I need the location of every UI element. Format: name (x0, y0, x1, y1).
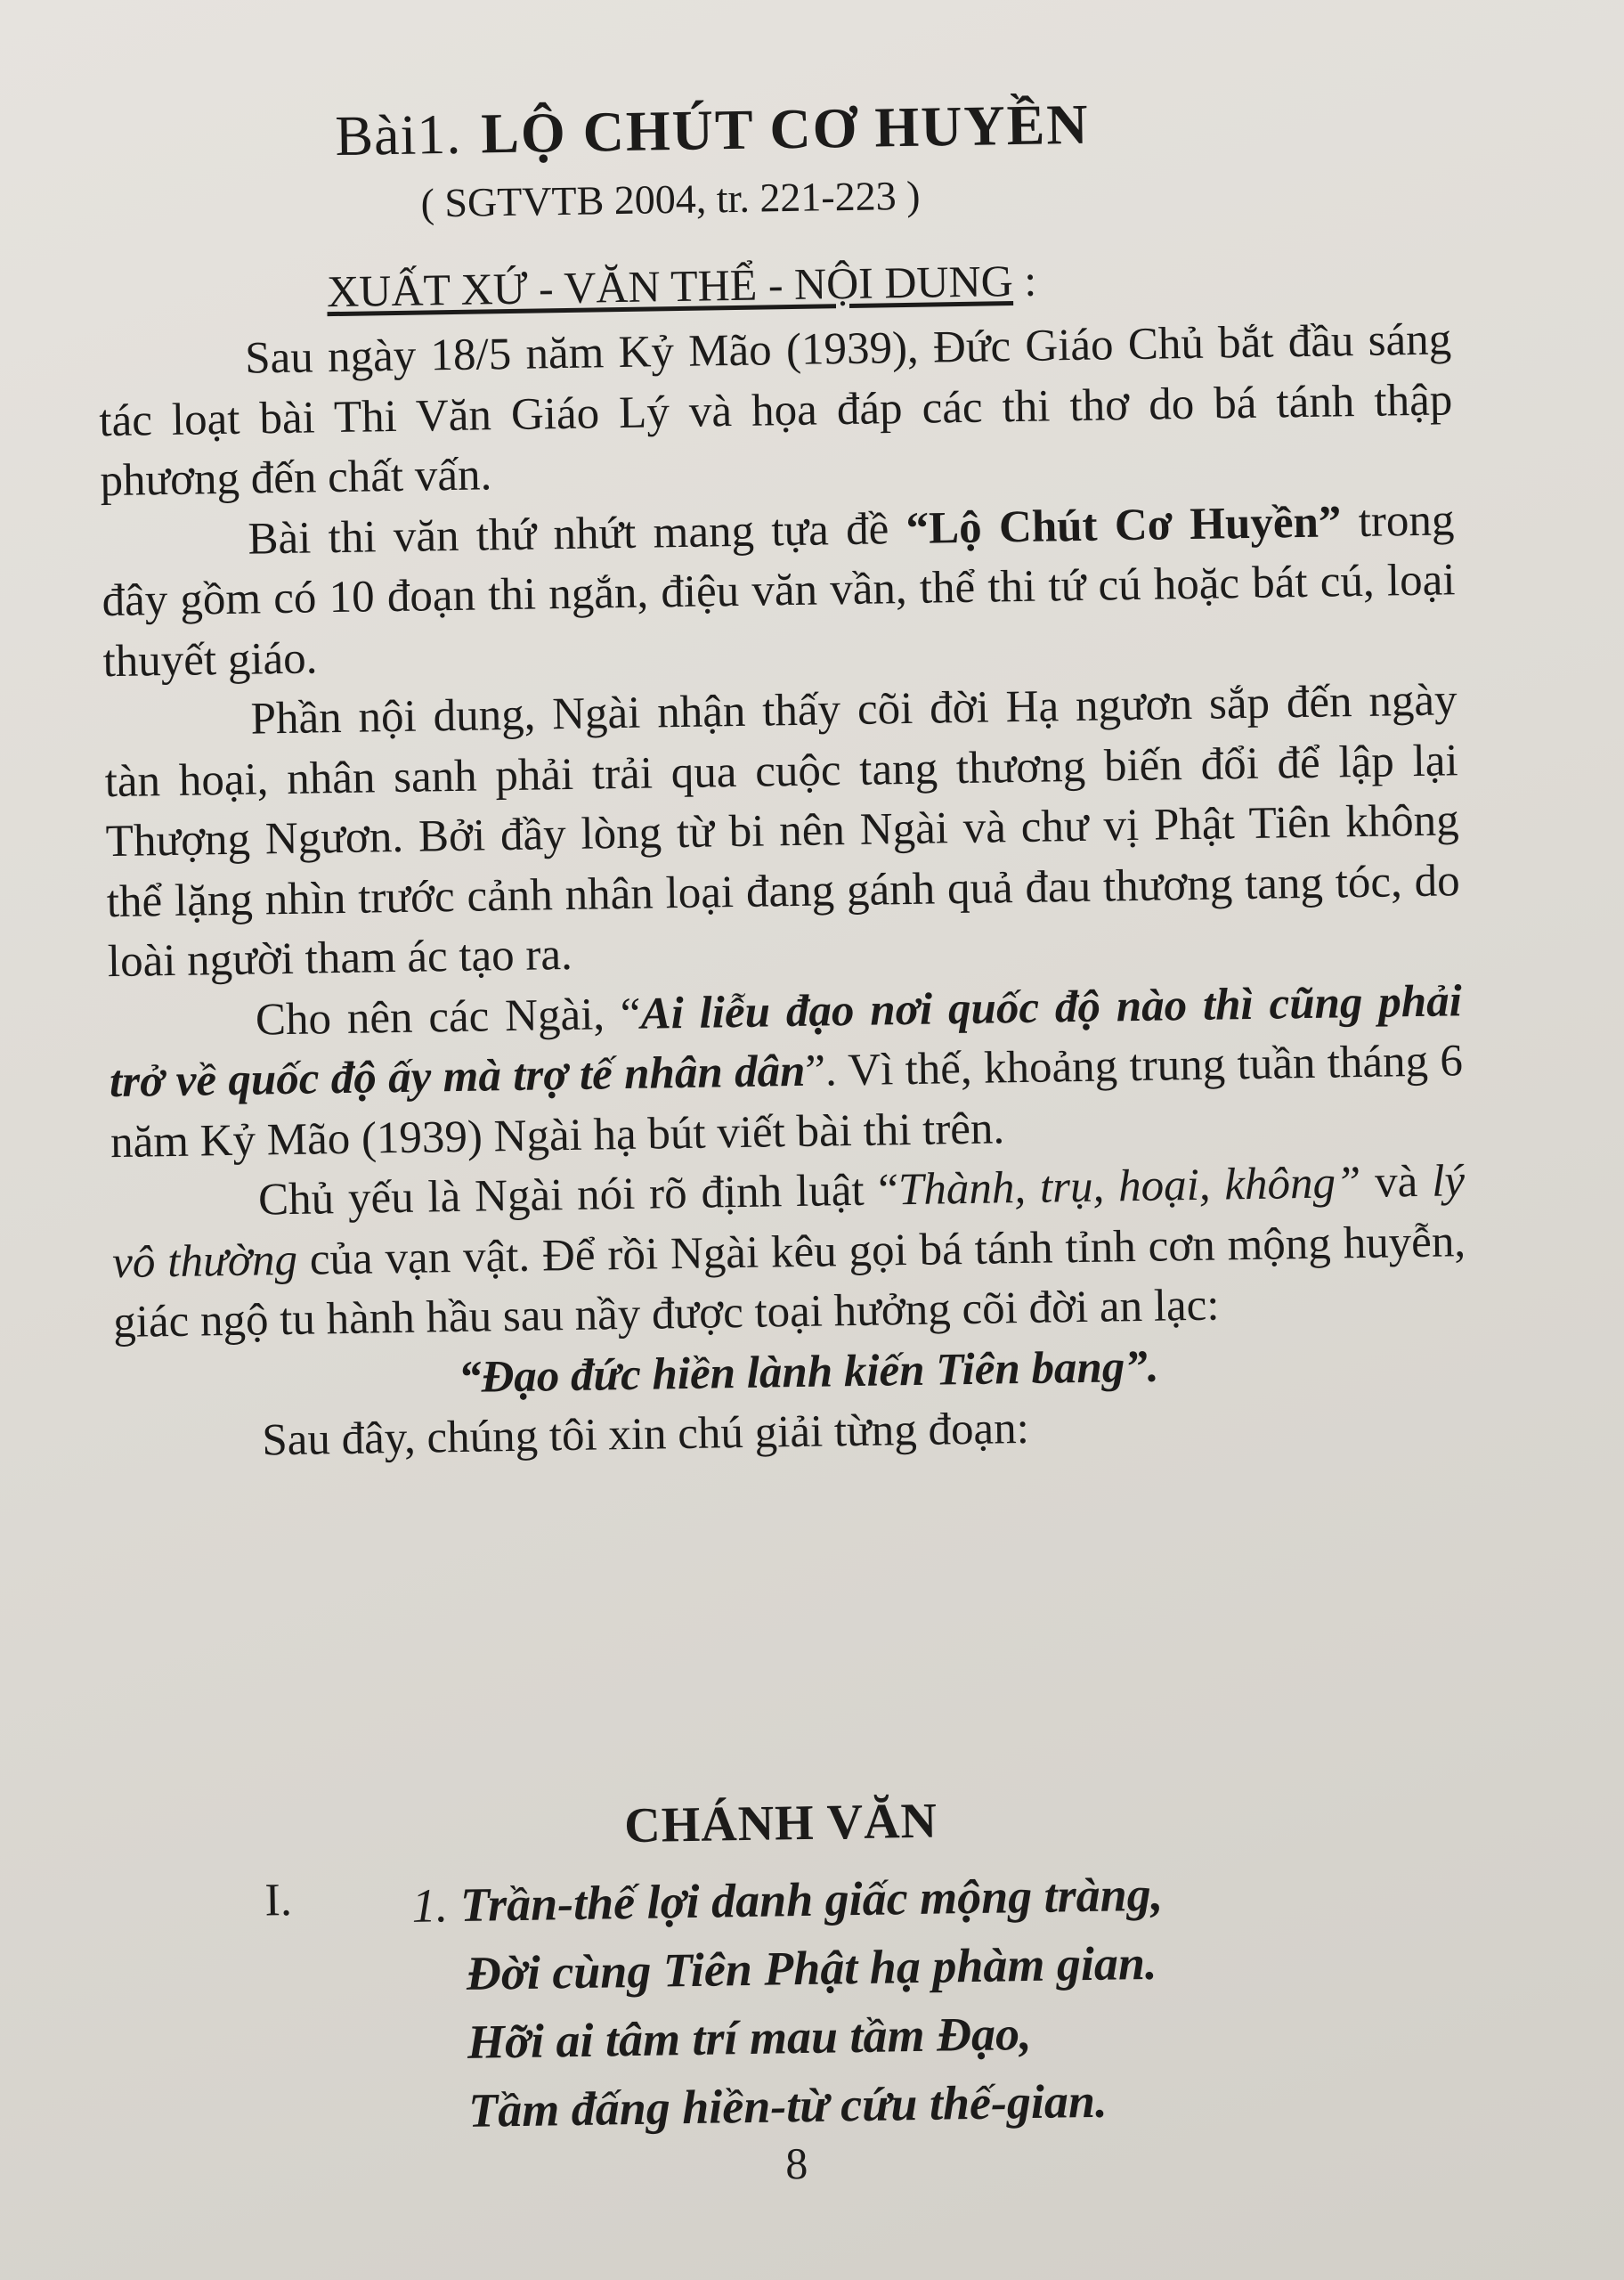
section-heading (327, 255, 1037, 318)
centered-quote: “Đạo đức hiền lành kiến Tiên bang”. (458, 1341, 1159, 1403)
source-reference: ( SGTVTB 2004, tr. 221-223 ) (420, 172, 921, 226)
paragraph-4-text: Cho nên các Ngài, “ (255, 989, 641, 1046)
poem-line (411, 1861, 1164, 1941)
section-heading-text: XUẤT XỨ - VĂN THỂ - NỘI DUNG (326, 256, 1014, 317)
paragraph-4 (108, 972, 1464, 1173)
paragraph-6: Sau đây, chúng tôi xin chú giải từng đoạn: (261, 1403, 1030, 1466)
poem-line: Hỡi ai tâm trí mau tầm Đạo, (467, 2006, 1032, 2069)
poem-line-text: Trần-thế lợi danh giấc mộng tràng, (459, 1867, 1164, 1933)
italic-term-1: Thành, trụ, hoại, không” (897, 1158, 1361, 1216)
paragraph-2-text: Bài thi văn thứ nhứt mang tựa đề (248, 503, 907, 565)
paragraph-5-text-end: của vạn vật. Để rồi Ngài kêu gọi bá tánh tỉnh cơn mộng huyễn, giác ngộ tu hành hầu sau nầy được toại hưởng cõi đời an lạc: (112, 1216, 1466, 1348)
italic-term-2: lý vô thường (111, 1156, 1466, 1288)
paragraph-3: Phần nội dung, Ngài nhận thấy cõi đời Hạ ngươn sắp đến ngày tàn hoại, nhân sanh phải trải qua cuộc tang thương biến đổi để lập lại Thượng Ngươn. Bởi đầy lòng từ bi nên Ngài và chư vị Phật Tiên không thể lặng nhìn trước cảnh nhân loại đang gánh quả đau thương tang tóc, do loài người tham ác tạo ra. (104, 675, 1461, 988)
quote-emphasis: Ai liễu đạo nơi quốc độ nào thì cũng phải trở về quốc độ ấy mà trợ tế nhân dân (109, 975, 1463, 1108)
poem-line: Đời cùng Tiên Phật hạ phàm gian. (466, 1935, 1157, 2000)
lesson-title: LỘ CHÚT CƠ HUYỀN (480, 92, 1091, 166)
paragraph-4-text-end: ”. Vì thế, khoảng trung tuần tháng 6 năm Kỷ Mão (1939) Ngài hạ bút viết bài thi trên. (110, 1036, 1464, 1168)
paragraph-1: Sau ngày 18/5 năm Kỷ Mão (1939), Đức Giáo Chủ bắt đầu sáng tác loạt bài Thi Văn Giáo Lý và họa đáp các thi thơ do bá tánh thập phương đến chất vấn. (98, 314, 1453, 507)
poem-line: Tầm đấng hiền-từ cứu thế-gian. (467, 2073, 1108, 2138)
poem-title-ref: “Lộ Chút Cơ Huyền” (905, 496, 1342, 554)
printed-sheet (93, 43, 1516, 2237)
paragraph-5-text: Chủ yếu là Ngài nói rõ định luật “ (257, 1165, 899, 1226)
stanza-number: 1. (411, 1878, 449, 1933)
body-text (98, 310, 1469, 1473)
paragraph-2-text-end: trong đây gồm có 10 đoạn thi ngắn, điệu văn vần, thể thi tứ cú hoặc bát cú, loại thuyết giáo. (102, 494, 1456, 687)
poem-section-label: I. (264, 1875, 293, 1926)
section-heading-colon: : (1012, 255, 1037, 306)
paragraph-5-text-2: và (1360, 1156, 1433, 1209)
lesson-title-line (335, 92, 1090, 169)
poem-stanza (411, 1861, 1166, 2146)
lesson-number: Bài1. (334, 102, 462, 167)
paragraph-5 (111, 1152, 1467, 1353)
paragraph-2 (101, 491, 1457, 692)
page-number: 8 (784, 2138, 808, 2189)
poem-heading: CHÁNH VĂN (623, 1793, 938, 1854)
